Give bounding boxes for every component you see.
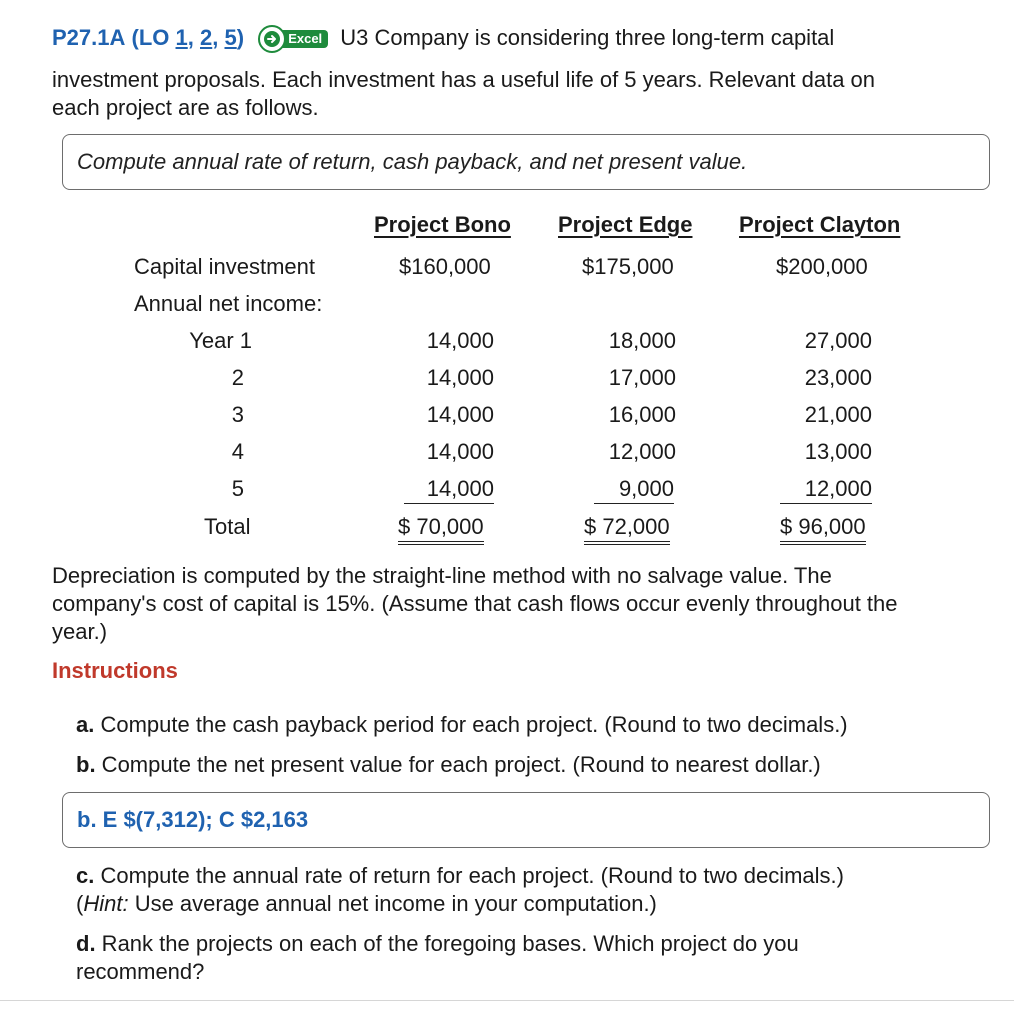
step-a-text: Compute the cash payback period for each project. (Round to two decimals.) xyxy=(94,712,848,737)
step-b-text: Compute the net present value for each project. (Round to nearest dollar.) xyxy=(95,752,821,777)
value-clayton: 21,000 xyxy=(804,402,872,427)
step-d-letter: d. xyxy=(76,931,96,956)
value-clayton: 12,000 xyxy=(780,476,872,504)
excel-badge[interactable] xyxy=(258,25,328,53)
lo-references: (LO 1, 2, 5) xyxy=(131,25,245,50)
hint-text: Use average annual net income in your computation.) xyxy=(128,891,657,916)
value-edge: 17,000 xyxy=(608,365,676,390)
lo-link-1[interactable]: 1 xyxy=(175,25,188,50)
value-bono: 14,000 xyxy=(426,439,494,464)
total-edge: $ 72,000 xyxy=(584,514,670,545)
prompt-box xyxy=(62,134,990,190)
depreciation-line-2: company's cost of capital is 15%. (Assume that cash flows occur evenly throughout the xyxy=(52,591,898,616)
answer-box xyxy=(62,792,990,848)
step-c xyxy=(76,862,844,890)
value-clayton: 27,000 xyxy=(804,328,872,353)
step-c-letter: c. xyxy=(76,863,95,888)
step-b-letter: b. xyxy=(76,752,96,777)
intro-line-2: investment proposals. Each investment has a useful life of 5 years. Relevant data on xyxy=(52,67,876,92)
step-c-hint: (Hint: Use average annual net income in your computation.) xyxy=(76,891,657,916)
year-label: 2 xyxy=(231,365,244,390)
excel-label: Excel xyxy=(278,30,328,48)
hint-label: Hint: xyxy=(83,891,129,916)
step-c-text: Compute the annual rate of return for each project. (Round to two decimals.) xyxy=(94,863,844,888)
value-bono: 14,000 xyxy=(426,328,494,353)
prompt-text: Compute annual rate of return, cash payback, and net present value. xyxy=(77,149,748,174)
step-d-text: Rank the projects on each of the foregoing bases. Which project do you xyxy=(95,931,799,956)
step-b xyxy=(76,751,821,779)
value-bono: 14,000 xyxy=(426,402,494,427)
year-label: Year 1 xyxy=(189,328,252,353)
value-bono: 14,000 xyxy=(404,476,494,504)
value-edge: 18,000 xyxy=(608,328,676,353)
total-clayton: $ 96,000 xyxy=(780,514,866,545)
year-label: 4 xyxy=(231,439,244,464)
intro-line-3: each project are as follows. xyxy=(52,95,319,120)
value-edge: 16,000 xyxy=(608,402,676,427)
lo-link-2[interactable]: 2 xyxy=(200,25,213,50)
capital-edge: $175,000 xyxy=(582,254,674,279)
instructions-heading: Instructions xyxy=(52,658,178,683)
problem-header xyxy=(52,24,834,53)
problem-id: P27.1A xyxy=(52,25,126,50)
value-edge: 9,000 xyxy=(594,476,674,504)
lo-link-5[interactable]: 5 xyxy=(224,25,237,50)
value-clayton: 23,000 xyxy=(804,365,872,390)
year-label: 3 xyxy=(231,402,244,427)
capital-label: Capital investment xyxy=(134,254,315,279)
depreciation-line-3: year.) xyxy=(52,619,108,644)
capital-bono: $160,000 xyxy=(399,254,491,279)
value-bono: 14,000 xyxy=(426,365,494,390)
arrow-right-icon xyxy=(258,25,286,53)
intro-line-1: U3 Company is considering three long-term capital xyxy=(340,25,835,50)
total-label: Total xyxy=(204,514,251,539)
step-d-line-2: recommend? xyxy=(76,959,205,984)
bottom-divider xyxy=(0,1000,1014,1001)
depreciation-line-1: Depreciation is computed by the straight-line method with no salvage value. The xyxy=(52,563,832,588)
step-d xyxy=(76,930,799,958)
header-project-clayton: Project Clayton xyxy=(739,212,901,237)
step-a xyxy=(76,711,848,739)
answer-text: b. E $(7,312); C $2,163 xyxy=(77,807,309,832)
income-label: Annual net income: xyxy=(134,291,323,316)
value-clayton: 13,000 xyxy=(804,439,872,464)
step-a-letter: a. xyxy=(76,712,95,737)
value-edge: 12,000 xyxy=(608,439,676,464)
capital-clayton: $200,000 xyxy=(776,254,868,279)
total-bono: $ 70,000 xyxy=(398,514,484,545)
header-project-bono: Project Bono xyxy=(374,212,511,237)
year-label: 5 xyxy=(231,476,244,501)
header-project-edge: Project Edge xyxy=(558,212,693,237)
